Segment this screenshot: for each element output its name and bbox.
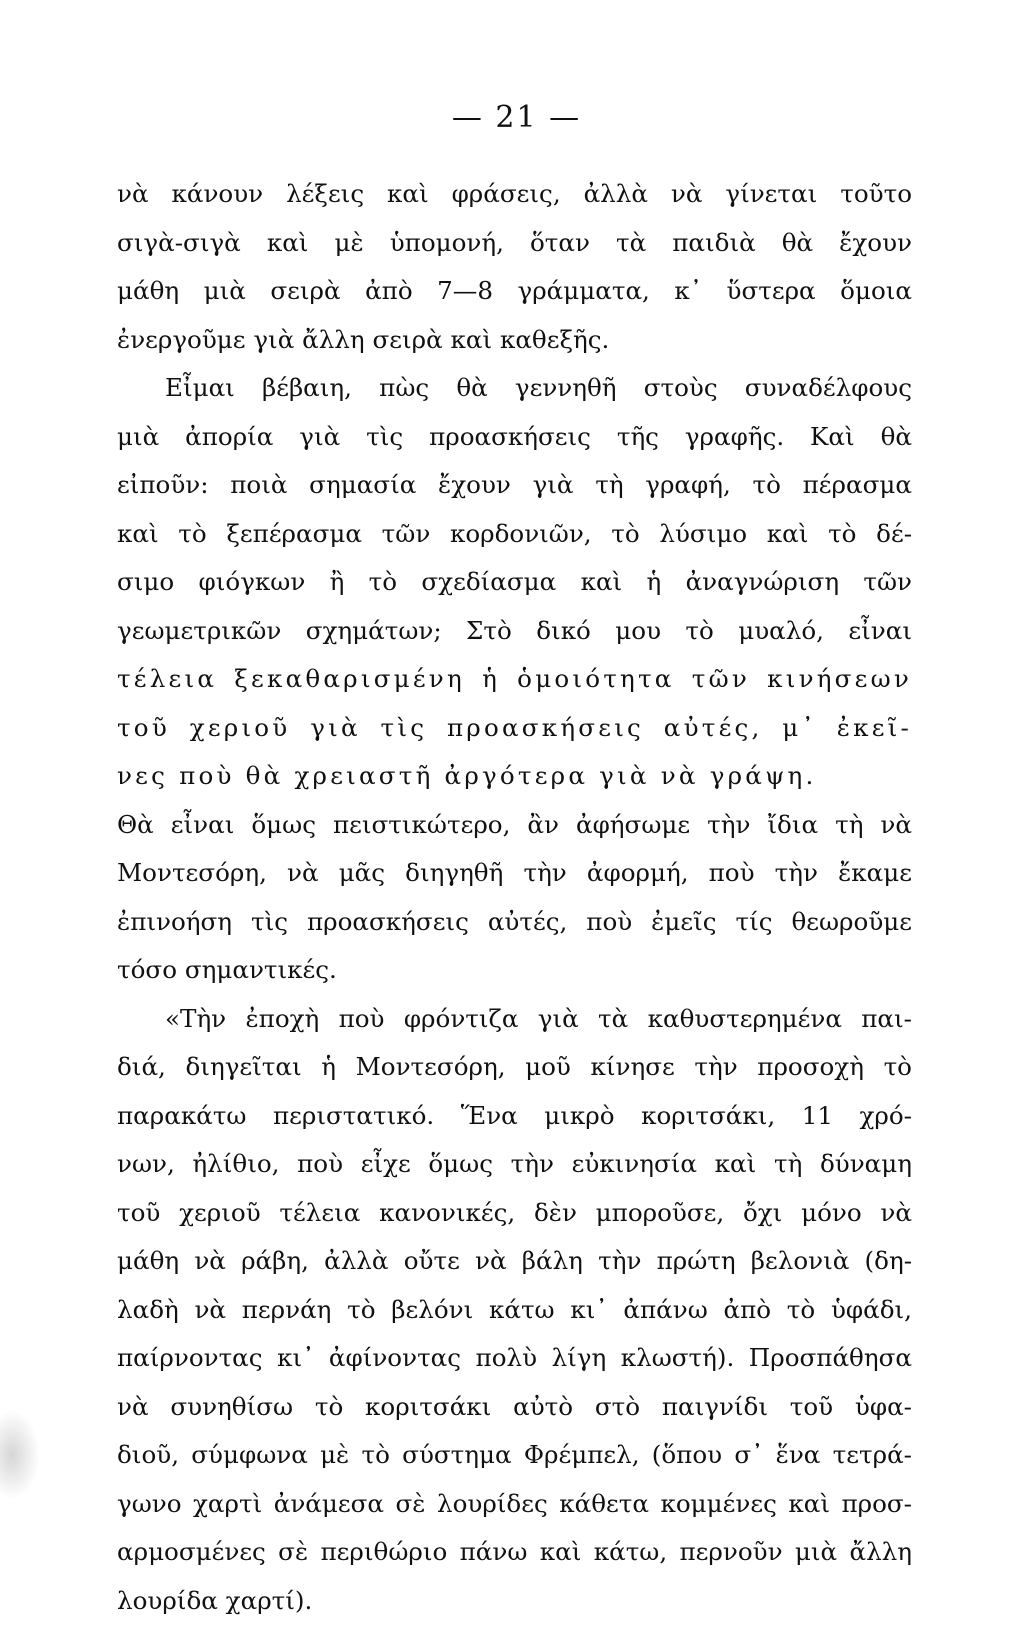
- text-line: νων, ἠλίθιο, ποὺ εἶχε ὅμως τὴν εὐκινησία καὶ τὴ δύναμη: [117, 1140, 912, 1189]
- text-line: ἐπινοήση τὶς προασκήσεις αὐτές, ποὺ ἐμεῖς τίς θεωροῦμε: [117, 898, 912, 947]
- text-line: μιὰ ἀπορία γιὰ τὶς προασκήσεις τῆς γραφῆς. Καὶ θὰ: [117, 413, 912, 462]
- text-line: διοῦ, σύμφωνα μὲ τὸ σύστημα Φρέμπελ, (ὅπου σ᾿ ἕνα τετρά-: [117, 1431, 912, 1480]
- text-line: ἐνεργοῦμε γιὰ ἄλλη σειρὰ καὶ καθεξῆς.: [117, 316, 912, 365]
- text-line: παίρνοντας κι᾿ ἀφίνοντας πολὺ λίγη κλωστή). Προσπάθησα: [117, 1334, 912, 1383]
- text-line: λαδὴ νὰ περνάη τὸ βελόνι κάτω κι᾿ ἀπάνω ἀπὸ τὸ ὑφάδι,: [117, 1286, 912, 1335]
- text-line: σιγὰ-σιγὰ καὶ μὲ ὑπομονή, ὅταν τὰ παιδιὰ θὰ ἔχουν: [117, 219, 912, 268]
- text-line: τόσο σημαντικές.: [117, 946, 912, 995]
- text-line: μάθη νὰ ράβη, ἀλλὰ οὔτε νὰ βάλη τὴν πρώτη βελονιὰ (δη-: [117, 1237, 912, 1286]
- text-line: γωνο χαρτὶ ἀνάμεσα σὲ λουρίδες κάθετα κομμένες καὶ προσ-: [117, 1480, 912, 1529]
- text-line: νὰ κάνουν λέξεις καὶ φράσεις, ἀλλὰ νὰ γίνεται τοῦτο: [117, 170, 912, 219]
- text-line: σιμο φιόγκων ἢ τὸ σχεδίασμα καὶ ἡ ἀναγνώριση τῶν: [117, 558, 912, 607]
- text-line: τέλεια ξεκαθαρισμένη ἡ ὁμοιότητα τῶν κινήσεων: [117, 655, 912, 704]
- text-line: «Τὴν ἐποχὴ ποὺ φρόντιζα γιὰ τὰ καθυστερημένα παι-: [117, 995, 912, 1044]
- text-line: Θὰ εἶναι ὅμως πειστικώτερο, ἂν ἀφήσωμε τὴν ἴδια τὴ νὰ: [117, 801, 912, 850]
- page-smudge: [0, 1410, 40, 1500]
- text-line: διά, διηγεῖται ἡ Μοντεσόρη, μοῦ κίνησε τὴν προσοχὴ τὸ: [117, 1043, 912, 1092]
- text-line: μάθη μιὰ σειρὰ ἀπὸ 7—8 γράμματα, κ᾿ ὕστερα ὅμοια: [117, 267, 912, 316]
- text-line: τοῦ χεριοῦ γιὰ τὶς προασκήσεις αὐτές, μ᾿ ἐκεῖ-: [117, 704, 912, 753]
- text-line: λουρίδα χαρτί).: [117, 1577, 912, 1625]
- text-line: παρακάτω περιστατικό. Ἕνα μικρὸ κοριτσάκι, 11 χρό-: [117, 1092, 912, 1141]
- text-line: Εἶμαι βέβαιη, πὼς θὰ γεννηθῆ στοὺς συναδέλφους: [117, 364, 912, 413]
- text-line: αρμοσμένες σὲ περιθώριο πάνω καὶ κάτω, περνοῦν μιὰ ἄλλη: [117, 1528, 912, 1577]
- body-text: [117, 170, 912, 1625]
- text-line: νες ποὺ θὰ χρειαστῆ ἀργότερα γιὰ νὰ γράψη.: [117, 752, 912, 801]
- text-line: νὰ συνηθίσω τὸ κοριτσάκι αὐτὸ στὸ παιγνίδι τοῦ ὑφα-: [117, 1383, 912, 1432]
- text-line: εἰποῦν: ποιὰ σημασία ἔχουν γιὰ τὴ γραφή, τὸ πέρασμα: [117, 461, 912, 510]
- text-line: τοῦ χεριοῦ τέλεια κανονικές, δὲν μποροῦσε, ὄχι μόνο νὰ: [117, 1189, 912, 1238]
- page-number: — 21 —: [0, 100, 1033, 135]
- text-line: καὶ τὸ ξεπέρασμα τῶν κορδονιῶν, τὸ λύσιμο καὶ τὸ δέ-: [117, 510, 912, 559]
- text-line: Μοντεσόρη, νὰ μᾶς διηγηθῆ τὴν ἀφορμή, ποὺ τὴν ἔκαμε: [117, 849, 912, 898]
- text-line: γεωμετρικῶν σχημάτων; Στὸ δικό μου τὸ μυαλό, εἶναι: [117, 607, 912, 656]
